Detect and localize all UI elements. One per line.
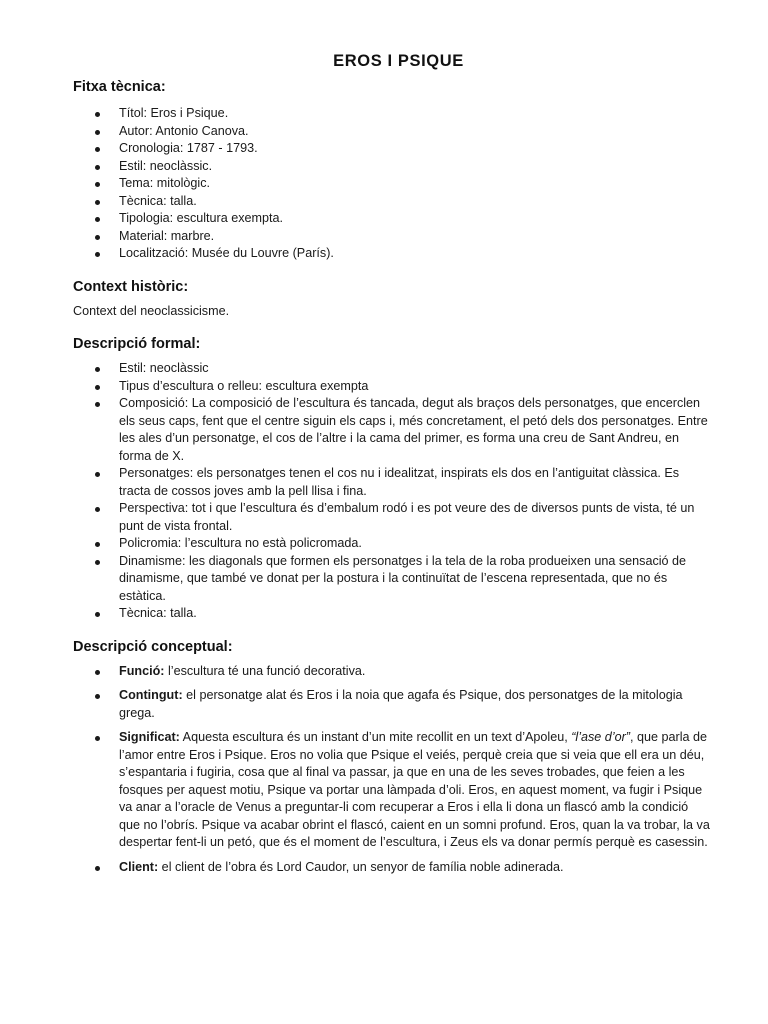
funcio-label: Funció: [119,663,165,678]
list-item: Tipologia: escultura exempta. [73,210,710,228]
list-item: Localització: Musée du Louvre (París). [73,245,710,263]
book-title-quote: “l’ase d’or” [571,730,631,744]
bullet-icon [95,367,100,372]
bullet-icon [95,560,100,565]
bullet-icon [95,147,100,152]
list-item: Tipus d’escultura o relleu: escultura exempta [73,378,710,396]
conceptual-heading: Descripció conceptual: [73,638,233,655]
list-item: Personatges: els personatges tenen el cos nu i idealitzat, inspirats els dos en l’antiguitat clàssica. Es tracta de cossos joves amb la pell llisa i fina. [73,465,710,500]
list-item: Composició: La composició de l’escultura és tancada, degut als braços dels personatges, que encerclen els seus caps, fent que el centre siguin els caps i, més concretament, el petó dels dos personatges. Entre les ales d’un personatge, el cos de l’altre i la cama del primer, es forma una creu de Sant Andreu, en forma de X. [73,395,710,465]
bullet-icon [95,542,100,547]
funcio-item: Funció: l’escultura té una funció decorativa. [73,663,710,681]
fitxa-heading: Fitxa tècnica: [73,79,166,95]
list-item: Dinamisme: les diagonals que formen els personatges i la tela de la roba produeixen una sensació de dinamisme, que també ve donat per la postura i la continuïtat de l’escena representada, que no és estàtica. [73,553,710,606]
formal-list [73,360,710,623]
document-title: EROS I PSIQUE [333,52,464,70]
list-item: Policromia: l’escultura no està policromada. [73,535,710,553]
formal-heading: Descripció formal: [73,336,201,352]
list-item: Estil: neoclàssic [73,360,710,378]
bullet-icon [95,130,100,135]
bullet-icon [95,866,100,871]
bullet-icon [95,385,100,390]
list-item: Material: marbre. [73,228,710,246]
conceptual-list [73,663,710,877]
list-item: Tècnica: talla. [73,605,710,623]
list-item: Perspectiva: tot i que l’escultura és d’embalum rodó i es pot veure des de diversos punts de vista, té un punt de vista frontal. [73,500,710,535]
significat-label: Significat: [119,730,180,744]
context-heading: Context històric: [73,278,189,295]
list-item: Tema: mitològic. [73,175,710,193]
client-label: Client: [119,859,159,874]
list-item: Cronologia: 1787 - 1793. [73,140,710,158]
bullet-icon [95,217,100,222]
bullet-icon [95,235,100,240]
bullet-icon [95,670,100,675]
bullet-icon [95,182,100,187]
bullet-icon [95,165,100,170]
bullet-icon [95,736,100,741]
client-item: Client: el client de l’obra és Lord Caudor, un senyor de família noble adinerada. [73,859,710,877]
list-item: Tècnica: talla. [73,193,710,211]
bullet-icon [95,507,100,512]
list-item: Títol: Eros i Psique. [73,105,710,123]
list-item: Estil: neoclàssic. [73,158,710,176]
bullet-icon [95,252,100,257]
bullet-icon [95,694,100,699]
context-text: Context del neoclassicisme. [73,303,230,318]
bullet-icon [95,402,100,407]
contingut-label: Contingut: [119,688,183,702]
list-item: Autor: Antonio Canova. [73,123,710,141]
bullet-icon [95,200,100,205]
bullet-icon [95,112,100,117]
bullet-icon [95,472,100,477]
bullet-icon [95,612,100,617]
significat-item: Significat: Aquesta escultura és un instant d’un mite recollit en un text d’Apoleu, “l’ase d’or”, que parla de l’amor entre Eros i Psique. Eros no volia que Psique el veiés, perquè creia que si veia que ell era un déu, s’espantaria i fugiria, cosa que al final va passar, ja que en una de les seves trobades, que feien a les fosques per aquest motiu, Psique va portar una làmpada d’oli. Eros, en aquest moment, va fugir i Psique va anar a l’oracle de Venus a preguntar-li com recuperar a Eros i ella li dona un flascó amb la condició que no l’obrís. Psique va acabar obrint el flascó, caient en un somni profund. Eros, quan la va trobar, la va despertar fent-li un petó, que és el moment de l’escultura, i Zeus els va donar permís perquè es casessin. [73,729,710,852]
contingut-item: Contingut: el personatge alat és Eros i la noia que agafa és Psique, dos personatges de la mitologia grega. [73,687,710,722]
fitxa-list [73,105,710,263]
